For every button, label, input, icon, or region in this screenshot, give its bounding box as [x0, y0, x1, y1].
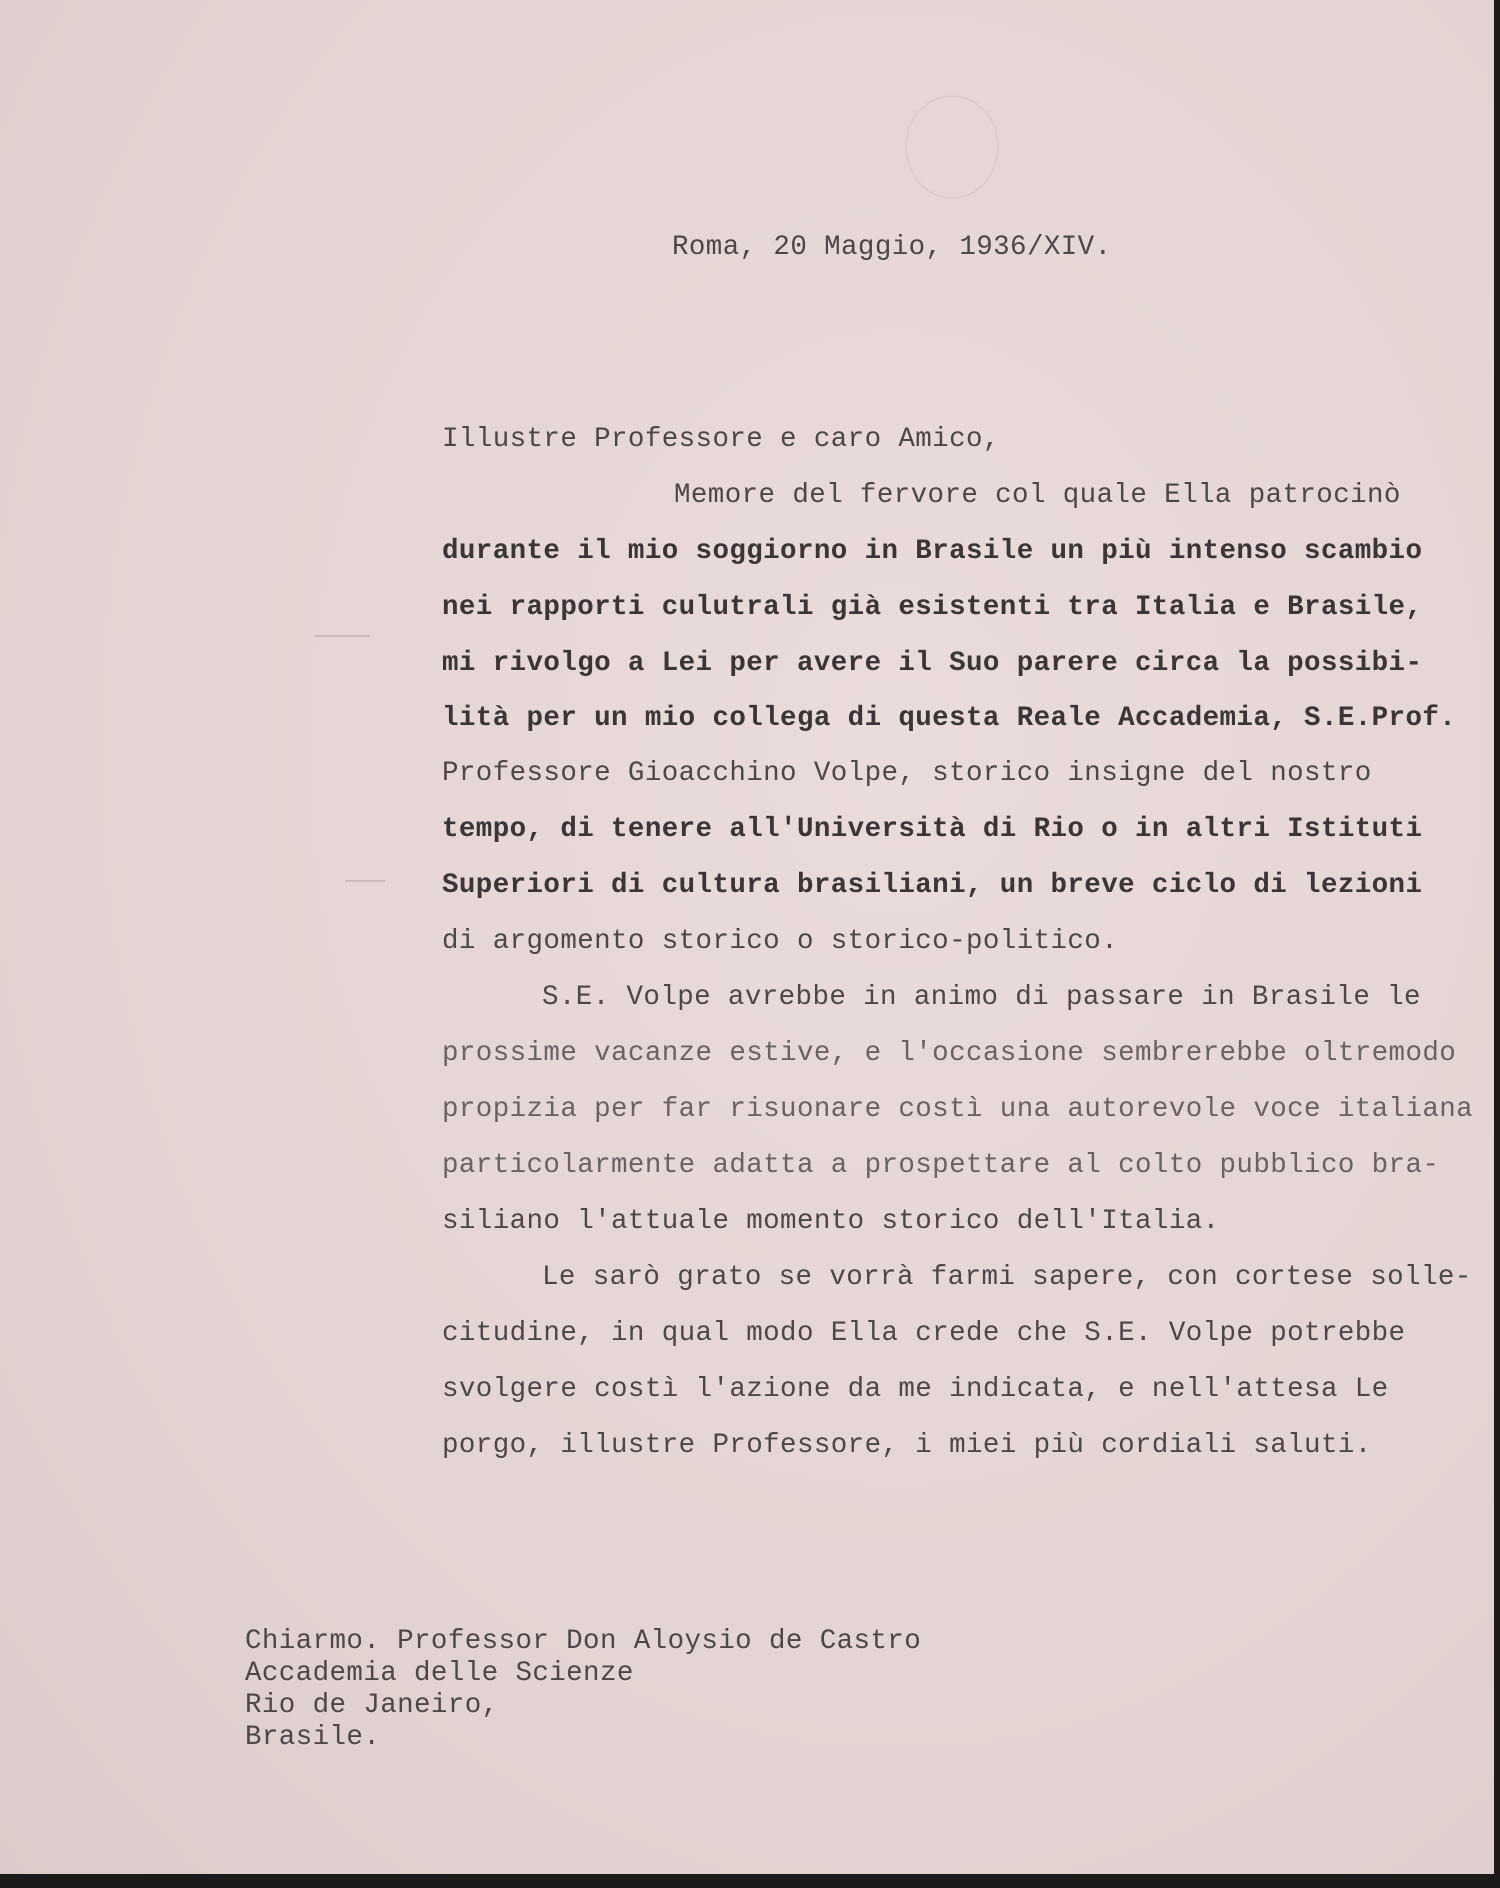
recipient-address-line: Chiarmo. Professor Don Aloysio de Castro	[245, 1626, 922, 1657]
recipient-address-line: Brasile.	[245, 1722, 381, 1753]
body-line: durante il mio soggiorno in Brasile un più intenso scambio	[442, 536, 1423, 567]
body-line: nei rapporti culutrali già esistenti tra Italia e Brasile,	[442, 592, 1423, 623]
body-line: tempo, di tenere all'Università di Rio o in altri Istituti	[442, 814, 1423, 845]
body-line: lità per un mio collega di questa Reale Accademia, S.E.Prof.	[442, 703, 1457, 734]
margin-mark	[345, 880, 385, 882]
body-line: S.E. Volpe avrebbe in animo di passare in Brasile le	[542, 982, 1421, 1013]
body-line: di argomento storico o storico-politico.	[442, 926, 1119, 957]
body-line: mi rivolgo a Lei per avere il Suo parere circa la possibi-	[442, 648, 1423, 679]
body-line: Professore Gioacchino Volpe, storico insigne del nostro	[442, 758, 1372, 789]
letter-salutation: Illustre Professore e caro Amico,	[442, 424, 1000, 455]
body-line: svolgere costì l'azione da me indicata, e nell'attesa Le	[442, 1374, 1389, 1405]
margin-mark	[315, 635, 370, 637]
body-line: Superiori di cultura brasiliani, un breve ciclo di lezioni	[442, 870, 1423, 901]
body-line: citudine, in qual modo Ella crede che S.E. Volpe potrebbe	[442, 1318, 1406, 1349]
body-line: particolarmente adatta a prospettare al colto pubblico bra-	[442, 1150, 1440, 1181]
recipient-address-line: Accademia delle Scienze	[245, 1658, 634, 1689]
body-line: porgo, illustre Professore, i miei più cordiali saluti.	[442, 1430, 1372, 1461]
body-line: prossime vacanze estive, e l'occasione sembrerebbe oltremodo	[442, 1038, 1457, 1069]
body-line: propizia per far risuonare costì una autorevole voce italiana	[442, 1094, 1474, 1125]
letter-date: Roma, 20 Maggio, 1936/XIV.	[672, 232, 1112, 263]
bleed-through-mark	[905, 95, 999, 199]
recipient-address-line: Rio de Janeiro,	[245, 1690, 499, 1721]
body-line: Le sarò grato se vorrà farmi sapere, con cortese solle-	[542, 1262, 1472, 1293]
body-line: Memore del fervore col quale Ella patrocinò	[674, 480, 1401, 511]
body-line: siliano l'attuale momento storico dell'Italia.	[442, 1206, 1220, 1237]
